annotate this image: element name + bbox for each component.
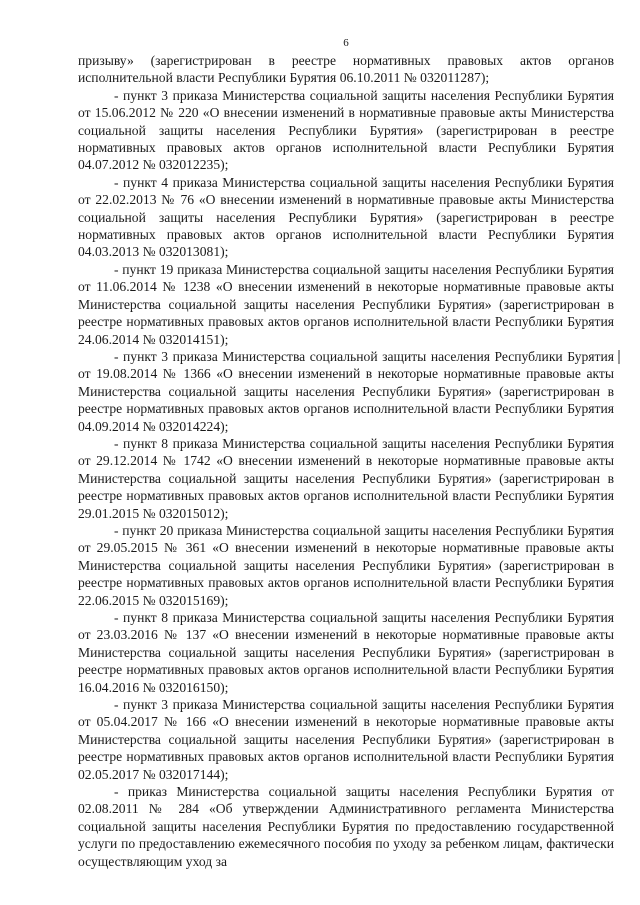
list-item: - пункт 3 приказа Министерства социальной защиты населения Республики Бурятия от 05.04.2017 № 166 «О внесении изменений в некоторые нормативные правовые акты Министерства социальной защиты населения Республики Бурятия» (зарегистрирован в реестре нормативных правовых актов органов исполнительной власти Республики Бурятия 02.05.2017 № 032017144); [78,697,614,782]
list-item: - пункт 3 приказа Министерства социальной защиты населения Республики Бурятия от 19.08.2014 № 1366 «О внесении изменений в некоторые нормативные правовые акты Министерства социальной защиты населения Республики Бурятия» (зарегистрирован в реестре нормативных правовых актов органов исполнительной власти Республики Бурятия 04.09.2014 № 032014224); [78,348,614,434]
list-item: - пункт 8 приказа Министерства социальной защиты населения Республики Бурятия от 29.12.2014 № 1742 «О внесении изменений в некоторые нормативные правовые акты Министерства социальной защиты населения Республики Бурятия» (зарегистрирован в реестре нормативных правовых актов органов исполнительной власти Республики Бурятия 29.01.2015 № 032015012); [78,435,614,521]
list-item: - пункт 19 приказа Министерства социальной защиты населения Республики Бурятия от 11.06.2014 № 1238 «О внесении изменений в некоторые нормативные правовые акты Министерства социальной защиты населения Республики Бурятия» (зарегистрирован в реестре нормативных правовых актов органов исполнительной власти Республики Бурятия 24.06.2014 № 032014151); [78,261,614,347]
list-item: - пункт 20 приказа Министерства социальной защиты населения Республики Бурятия от 29.05.2015 № 361 «О внесении изменений в некоторые нормативные правовые акты Министерства социальной защиты населения Республики Бурятия» (зарегистрирован в реестре нормативных правовых актов органов исполнительной власти Республики Бурятия 22.06.2015 № 032015169); [78,522,614,608]
scan-edge-mark [618,350,620,364]
list-item: - приказ Министерства социальной защиты населения Республики Бурятия от 02.08.2011 № 284 «Об утверждении Административного регламента Министерства социальной защиты населения Республики Бурятия по предоставлению государственной услуги по предоставлению ежемесячного пособия по уходу за ребенком лицам, фактически осуществляющим уход за [78,784,614,869]
page-number: 6 [343,37,349,49]
list-item: - пункт 8 приказа Министерства социальной защиты населения Республики Бурятия от 23.03.2016 № 137 «О внесении изменений в некоторые нормативные правовые акты Министерства социальной защиты населения Республики Бурятия» (зарегистрирован в реестре нормативных правовых актов органов исполнительной власти Республики Бурятия 16.04.2016 № 032016150); [78,610,614,695]
list-item: - пункт 3 приказа Министерства социальной защиты населения Республики Бурятия от 15.06.2012 № 220 «О внесении изменений в нормативные правовые акты Министерства социальной защиты населения Республики Бурятия» (зарегистрирован в реестре нормативных правовых актов органов исполнительной власти Республики Бурятия 04.07.2012 № 032012235); [78,87,614,173]
list-item: - пункт 4 приказа Министерства социальной защиты населения Республики Бурятия от 22.02.2013 № 76 «О внесении изменений в нормативные правовые акты Министерства социальной защиты населения Республики Бурятия» (зарегистрирован в реестре нормативных правовых актов органов исполнительной власти Республики Бурятия 04.03.2013 № 032013081); [78,174,614,260]
paragraph-continuation: призыву» (зарегистрирован в реестре нормативных правовых актов органов исполнительной власти Республики Бурятия 06.10.2011 № 032011287); [78,53,614,86]
